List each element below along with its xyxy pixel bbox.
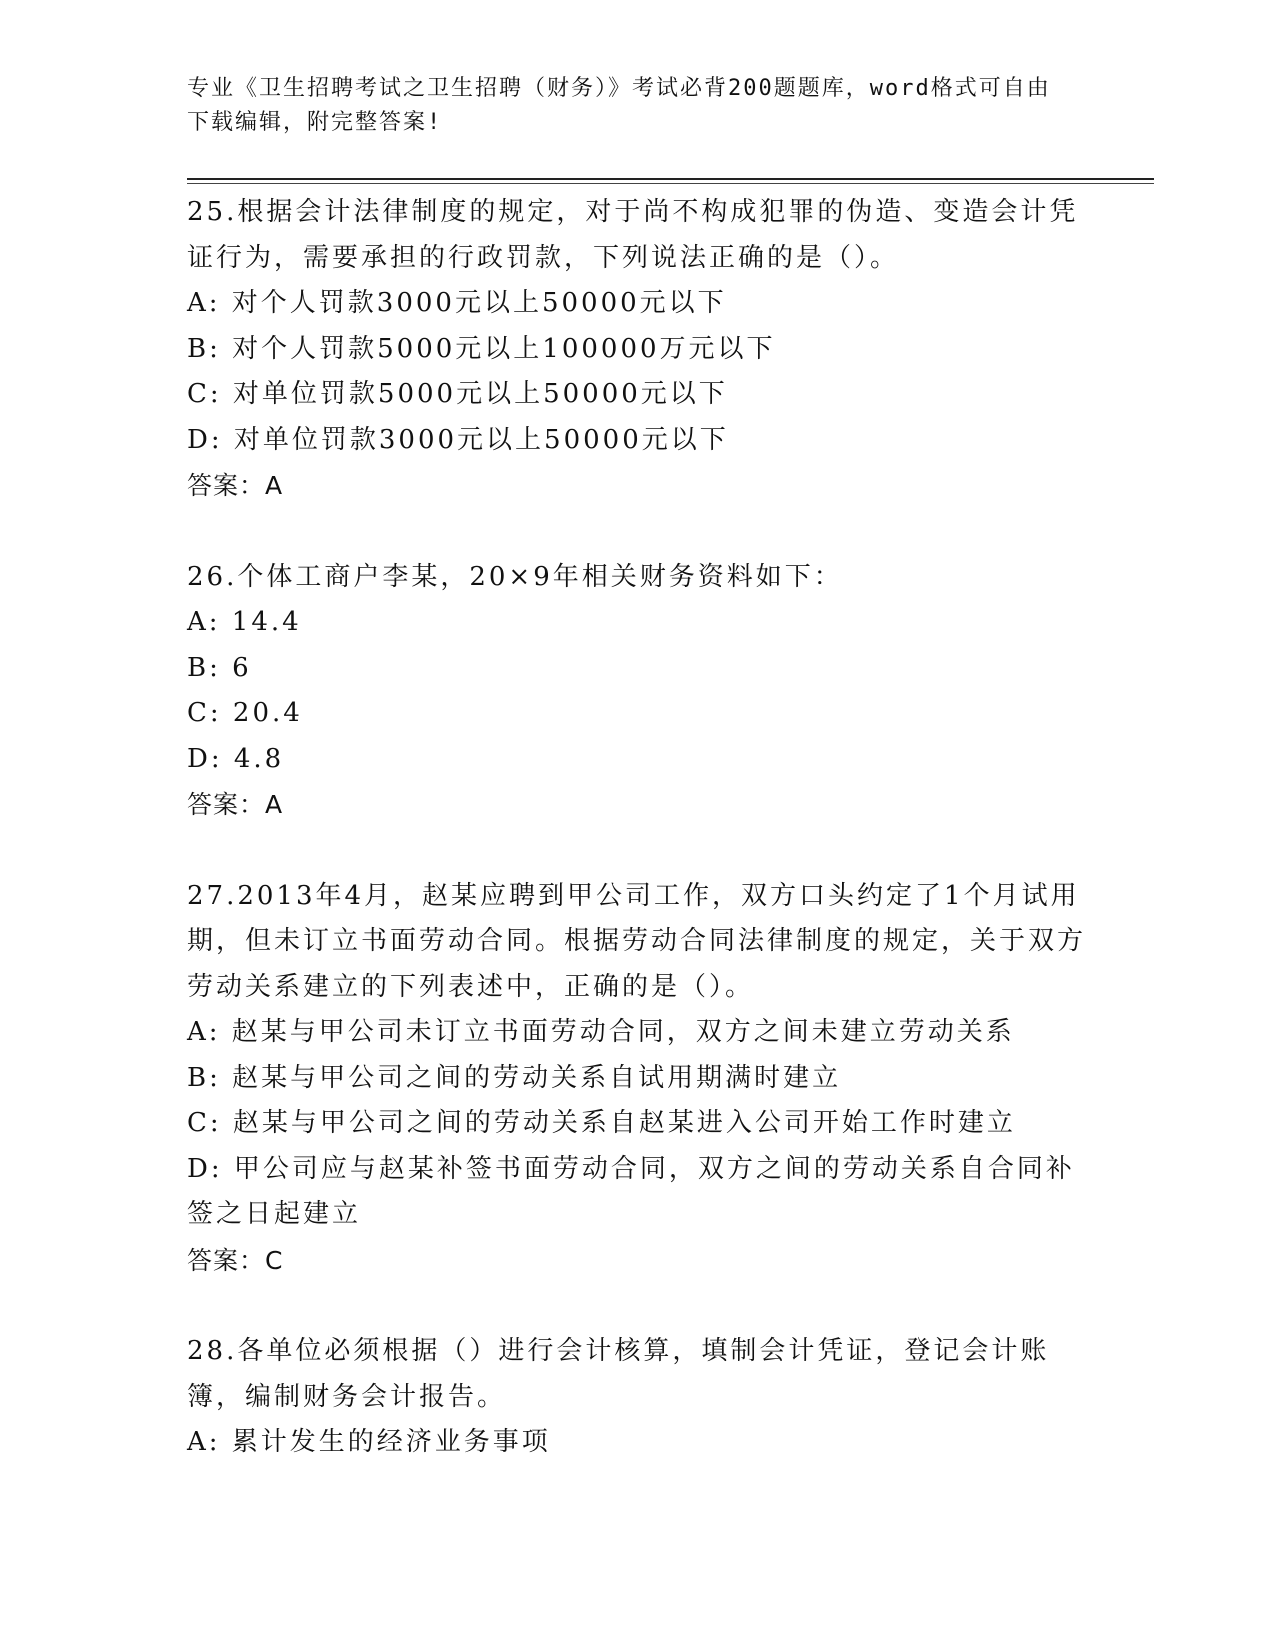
option-d: D: 对单位罚款3000元以上50000元以下 (187, 424, 729, 455)
option-a: A: 赵某与甲公司未订立书面劳动合同，双方之间未建立劳动关系 (187, 1017, 1015, 1047)
header-divider-thin (187, 183, 1154, 184)
option-b: B: 对个人罚款5000元以上100000万元以下 (187, 333, 776, 364)
document-header: 专业《卫生招聘考试之卫生招聘（财务）》考试必背200题题库，word格式可自由下载编辑，附完整答案! (187, 76, 1051, 135)
question-list (187, 190, 1087, 1512)
option-c: C: 对单位罚款5000元以上50000元以下 (187, 379, 728, 409)
answer-label: 答案：C (187, 1245, 284, 1275)
question-stem: 28.各单位必须根据（）进行会计核算，填制会计凭证，登记会计账簿，编制财务会计报告。 (187, 1336, 1050, 1412)
answer-label: 答案：A (187, 790, 284, 819)
option-a: A: 对个人罚款3000元以上50000元以下 (187, 288, 727, 318)
option-b: B: 6 (187, 652, 252, 683)
question-26 (187, 555, 1087, 828)
option-c: C: 20.4 (187, 698, 303, 728)
question-stem: 26.个体工商户李某，20×9年相关财务资料如下： (187, 561, 843, 592)
option-a: A: 14.4 (187, 607, 302, 637)
option-d: D: 4.8 (187, 743, 285, 774)
option-b: B: 赵某与甲公司之间的劳动关系自试用期满时建立 (187, 1062, 842, 1093)
question-27 (187, 874, 1087, 1284)
question-stem: 27.2013年4月，赵某应聘到甲公司工作，双方口头约定了1个月试用期，但未订立书面劳动合同。根据劳动合同法律制度的规定，关于双方劳动关系建立的下列表述中，正确的是（）。 (187, 880, 1087, 1002)
option-d: D: 甲公司应与赵某补签书面劳动合同，双方之间的劳动关系自合同补签之日起建立 (187, 1153, 1075, 1229)
question-28 (187, 1329, 1087, 1466)
header-divider-thick (187, 178, 1154, 180)
question-25 (187, 190, 1087, 509)
answer-label: 答案：A (187, 471, 284, 500)
option-a: A: 累计发生的经济业务事项 (187, 1427, 551, 1457)
option-c: C: 赵某与甲公司之间的劳动关系自赵某进入公司开始工作时建立 (187, 1108, 1016, 1138)
question-stem: 25.根据会计法律制度的规定，对于尚不构成犯罪的伪造、变造会计凭证行为，需要承担的行政罚款，下列说法正确的是（）。 (187, 197, 1079, 273)
